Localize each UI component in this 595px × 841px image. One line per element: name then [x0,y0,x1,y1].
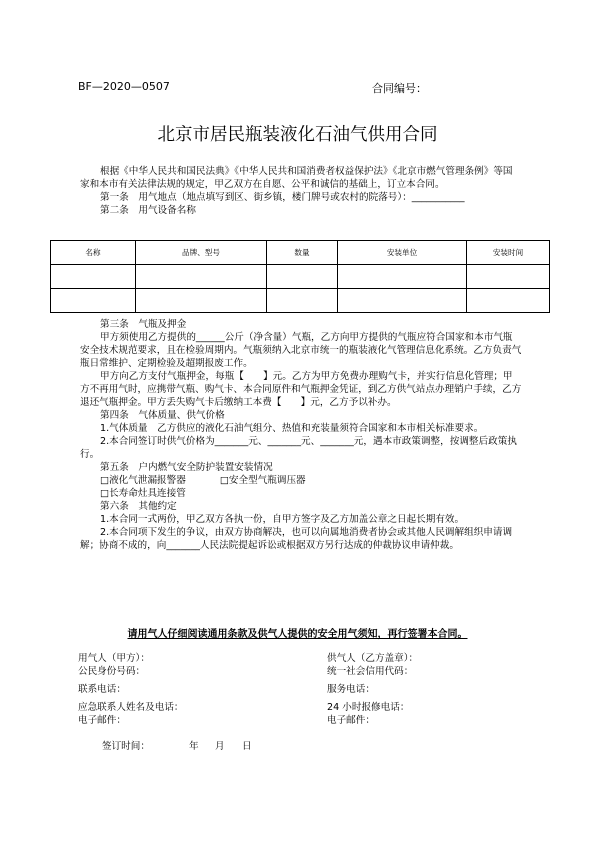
table-header-cell: 安装单位 [338,241,467,265]
user-email-label: 电子邮件： [78,715,126,726]
article-3-paragraph-1: 甲方须使用乙方提供的______公斤（净含量）气瓶，乙方向甲方提供的气瓶应符合国家和本市气瓶安全技术规范要求，且在检验周期内。气瓶须纳入北京市统一的瓶装液化气管理信息化系统。乙方负责气瓶日常维护、定期检验及超期报废工作。 [80,332,522,369]
supplier-party-label: 供气人（乙方盖章）： [327,653,419,664]
emergency-contact-label: 应急联系人姓名及电话： [78,702,184,713]
id-number-label: 公民身份号码： [78,666,146,677]
table-header-cell: 品牌、型号 [136,241,267,265]
table-cell[interactable] [136,289,267,313]
table-cell[interactable] [136,265,267,289]
table-cell[interactable] [467,289,550,313]
article-1: 第一条 用气地点（地点填写到区、街乡镇，楼门牌号或农村的院落号）：___________ [100,192,465,203]
table-cell[interactable] [51,289,136,313]
user-phone-label: 联系电话： [78,684,126,695]
table-header-cell: 数量 [267,241,338,265]
signing-year: 年 [189,741,199,752]
article-3-title: 第三条 气瓶及押金 [100,319,187,330]
article-6-paragraph-1: 1.本合同一式两份，甲乙双方各执一份，自甲方签字及乙方加盖公章之日起长期有效。 [100,514,465,525]
article-4-title: 第四条 气体质量、供气价格 [100,410,225,421]
table-header-cell: 安装时间 [467,241,550,265]
signing-notice: 请用气人仔细阅读通用条款及供气人提供的安全用气须知，再行签署本合同。 [127,629,468,640]
user-party-label: 用气人（甲方）： [78,653,150,664]
equipment-table [50,240,550,313]
article-2-title: 第二条 用气设备名称 [100,205,196,216]
table-row [51,265,550,289]
service-phone-label: 服务电话： [327,684,375,695]
article-4-paragraph-2: 2.本合同签订时供气价格为_______元、_______元、_______元，遇本市政策调整，按调整后政策执行。 [80,436,517,460]
article-4-paragraph-1: 1.气体质量 乙方供应的液化石油气组分、热值和充装量须符合国家和本市相关标准要求。 [100,423,484,434]
table-cell[interactable] [267,289,338,313]
leak-alarm-checkbox[interactable]: □液化气泄漏报警器 [100,475,186,486]
repair-phone-label: 24 小时报修电话： [327,702,410,713]
form-code: BF—2020—0507 [78,80,170,93]
long-life-hose-checkbox[interactable]: □长寿命灶具连接管 [100,488,186,499]
safety-regulator-checkbox[interactable]: □安全型气瓶调压器 [219,475,306,486]
table-cell[interactable] [467,265,550,289]
table-header-row [51,241,550,265]
table-row [51,289,550,313]
signing-month: 月 [215,741,225,752]
article-6-paragraph-2: 2.本合同项下发生的争议，由双方协商解决，也可以向属地消费者协会或其他人民调解组织申请调解；协商不成的，向_______人民法院提起诉讼或根据双方另行达成的仲裁协议申请仲裁。 [80,527,513,551]
credit-code-label: 统一社会信用代码： [327,666,414,677]
article-5-option-3 [80,487,522,500]
articles-section [80,318,522,552]
intro-section [80,165,522,217]
article-5-title: 第五条 户内燃气安全防护装置安装情况 [100,462,273,473]
intro-paragraph: 根据《中华人民共和国民法典》《中华人民共和国消费者权益保护法》《北京市燃气管理条例》等国家和本市有关法律法规的规定，甲乙双方在自愿、公平和诚信的基础上，订立本合同。 [80,166,513,190]
supplier-email-label: 电子邮件： [327,715,375,726]
table-cell[interactable] [267,265,338,289]
article-6-title: 第六条 其他约定 [100,501,177,512]
signing-date-label: 签订时间： [102,741,150,752]
table-cell[interactable] [338,289,467,313]
table-header-cell: 名称 [51,241,136,265]
table-cell[interactable] [51,265,136,289]
signing-day: 日 [242,741,252,752]
article-3-paragraph-2: 甲方向乙方支付气瓶押金，每瓶【 】元。乙方为甲方免费办理购气卡，并实行信息化管理；甲方不再用气时，应携带气瓶、购气卡、本合同原件和气瓶押金凭证，到乙方供气站点办理销户手续，乙方退还气瓶押金。甲方丢失购气卡后缴纳工本费【 】元，乙方予以补办。 [80,371,522,408]
contract-number-label: 合同编号： [372,82,427,95]
document-title: 北京市居民瓶装液化石油气供用合同 [157,125,438,145]
article-5-options-row [80,474,522,487]
table-cell[interactable] [338,265,467,289]
